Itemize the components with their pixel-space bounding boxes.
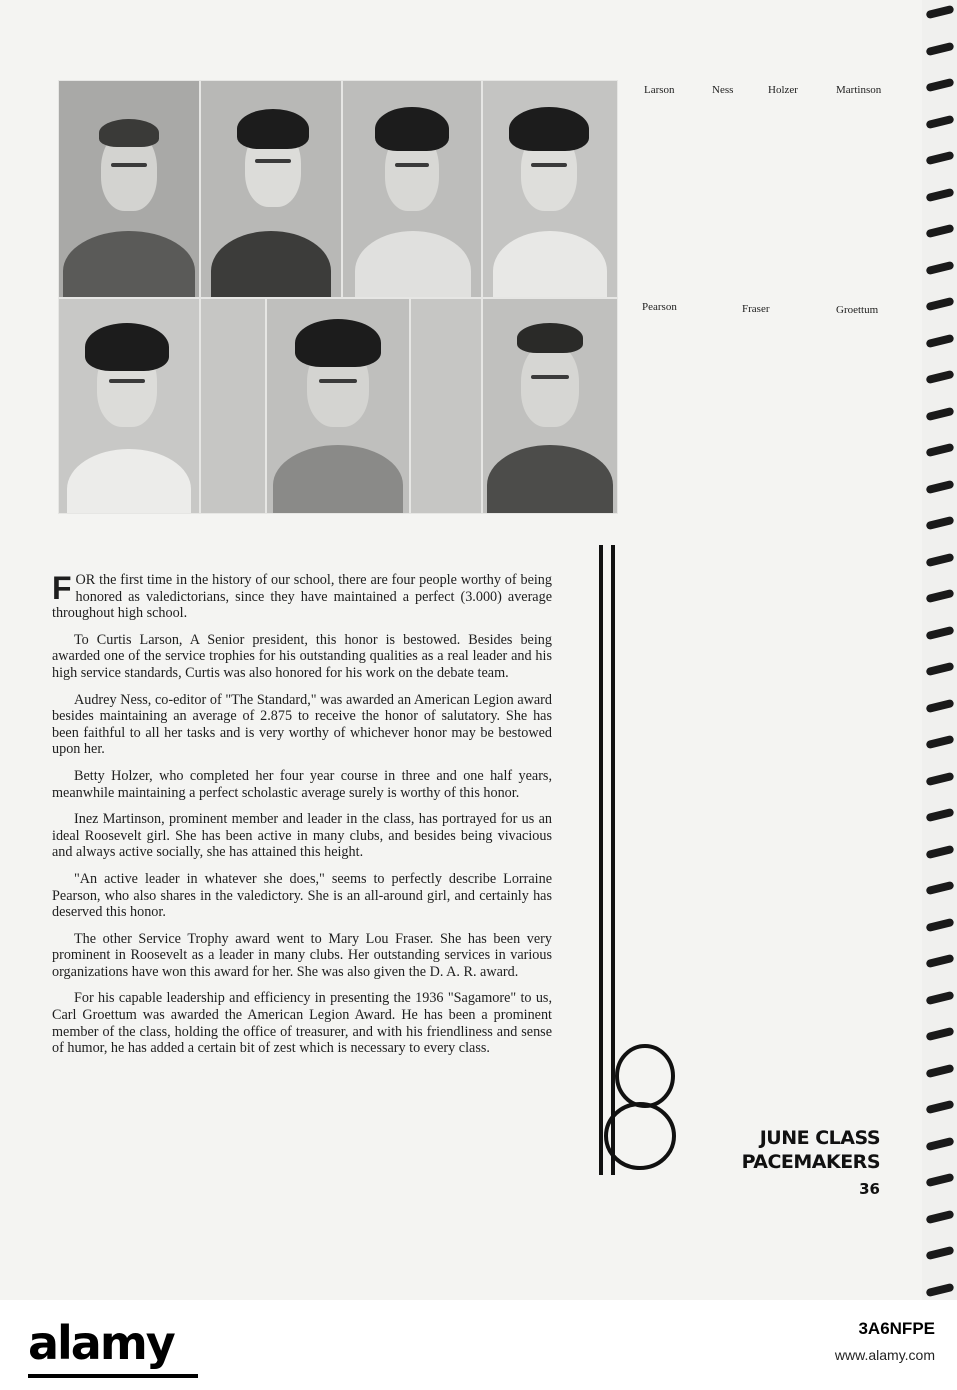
watermark-logo-bar	[28, 1374, 198, 1378]
article-paragraph: Audrey Ness, co-editor of "The Standard," was awarded an American Legion award besides maintaining an average of 2.875 to receive the honor of salutatory. She has been faithful to all her tasks and is very worthy of whichever honor may be bestowed upon her.	[52, 691, 552, 758]
drop-cap: F	[52, 570, 72, 606]
spiral-coil	[925, 41, 954, 56]
spiral-coil	[925, 1100, 954, 1115]
caption-ness: Ness	[712, 84, 734, 96]
spiral-coil	[925, 771, 954, 786]
spiral-coil	[925, 844, 954, 859]
spiral-binding	[922, 0, 957, 1300]
spiral-coil	[925, 1209, 954, 1224]
spiral-coil	[925, 589, 954, 604]
caption-holzer: Holzer	[768, 84, 798, 96]
spiral-coil	[925, 479, 954, 494]
caption-fraser: Fraser	[742, 303, 770, 315]
caption-pearson: Pearson	[642, 301, 677, 313]
section-title-line1: JUNE CLASS	[759, 1127, 880, 1149]
spiral-coil	[925, 187, 954, 202]
portrait-ness	[200, 80, 342, 298]
spiral-coil	[925, 1282, 954, 1297]
article-paragraph: Inez Martinson, prominent member and leader in the class, has portrayed for us an ideal Roosevelt girl. She has been active in many clubs, and besides being vivacious and always active socially, she has attained this height.	[52, 811, 552, 861]
spiral-coil	[925, 1136, 954, 1151]
spiral-coil	[925, 625, 954, 640]
section-title	[710, 1126, 880, 1174]
spiral-coil	[925, 5, 954, 20]
footer-url: www.alamy.com	[834, 1347, 935, 1363]
article-body	[52, 572, 552, 1067]
spiral-coil	[925, 333, 954, 348]
caption-larson: Larson	[644, 84, 675, 96]
portrait-larson	[58, 80, 200, 298]
spiral-coil	[925, 260, 954, 275]
spiral-coil	[925, 735, 954, 750]
spiral-coil	[925, 917, 954, 932]
spiral-coil	[925, 370, 954, 385]
spiral-coil	[925, 808, 954, 823]
article-paragraph: FOR the first time in the history of our school, there are four people worthy of being honored as valedictorians, since they have maintained a perfect (3.000) average throughout high school.	[52, 570, 552, 622]
watermark-logo: alamy	[28, 1316, 174, 1370]
spiral-coil	[925, 990, 954, 1005]
caption-martinson: Martinson	[836, 84, 882, 96]
article-paragraph: For his capable leadership and efficiency in presenting the 1936 "Sagamore" to us, Carl Groettum was awarded the American Legion Award. He has been a prominent member of the class, holding the office of treasurer, and with his friendliness and sense of humor, he has added a certain bit of zest which is necessary to every class.	[52, 990, 552, 1057]
portrait-pearson	[58, 298, 200, 514]
spiral-coil	[925, 151, 954, 166]
numeral-eight-decor	[595, 1040, 685, 1170]
stock-footer	[0, 1300, 957, 1390]
article-paragraph: The other Service Trophy award went to Mary Lou Fraser. She has been very prominent in Roosevelt as a leader in many clubs. Her outstanding services in various organizations have won this award for her. She was also given the D. A. R. award.	[52, 930, 552, 980]
spiral-coil	[925, 297, 954, 312]
portrait-martinson	[482, 80, 618, 298]
article-paragraph: "An active leader in whatever she does," seems to perfectly describe Lorraine Pearson, who also shares in the valedictory. She is an all-around girl, and certainly has deserved this honor.	[52, 870, 552, 921]
spiral-coil	[925, 698, 954, 713]
spiral-coil	[925, 406, 954, 421]
spiral-coil	[925, 516, 954, 531]
spiral-coil	[925, 224, 954, 239]
portrait-fraser	[266, 298, 410, 514]
portrait-groettum	[482, 298, 618, 514]
spiral-coil	[925, 1246, 954, 1261]
spiral-coil	[925, 552, 954, 567]
article-paragraph: Betty Holzer, who completed her four year course in three and one half years, meanwhile maintaining a perfect scholastic average surely is worthy of this honor.	[52, 767, 552, 801]
footer-info	[835, 1316, 935, 1368]
spiral-coil	[925, 443, 954, 458]
page-number: 36	[859, 1180, 880, 1198]
spiral-coil	[925, 954, 954, 969]
portrait-spacer-right	[410, 298, 482, 514]
article-paragraph: To Curtis Larson, A Senior president, this honor is bestowed. Besides being awarded one of the service trophies for his outstanding qualities as a real leader and his high service standards, Curtis was also honored for his work on the debate team.	[52, 631, 552, 681]
spiral-coil	[925, 662, 954, 677]
portrait-holzer	[342, 80, 482, 298]
section-title-line2: PACEMAKERS	[741, 1151, 880, 1173]
spiral-coil	[925, 1063, 954, 1078]
caption-groettum: Groettum	[836, 304, 879, 316]
portrait-grid	[58, 80, 616, 512]
spiral-coil	[925, 1173, 954, 1188]
portrait-spacer-left	[200, 298, 266, 514]
spiral-coil	[925, 1027, 954, 1042]
spiral-coil	[925, 114, 954, 129]
spiral-coil	[925, 78, 954, 93]
spiral-coil	[925, 881, 954, 896]
image-id: 3A6NFPE	[858, 1319, 935, 1338]
